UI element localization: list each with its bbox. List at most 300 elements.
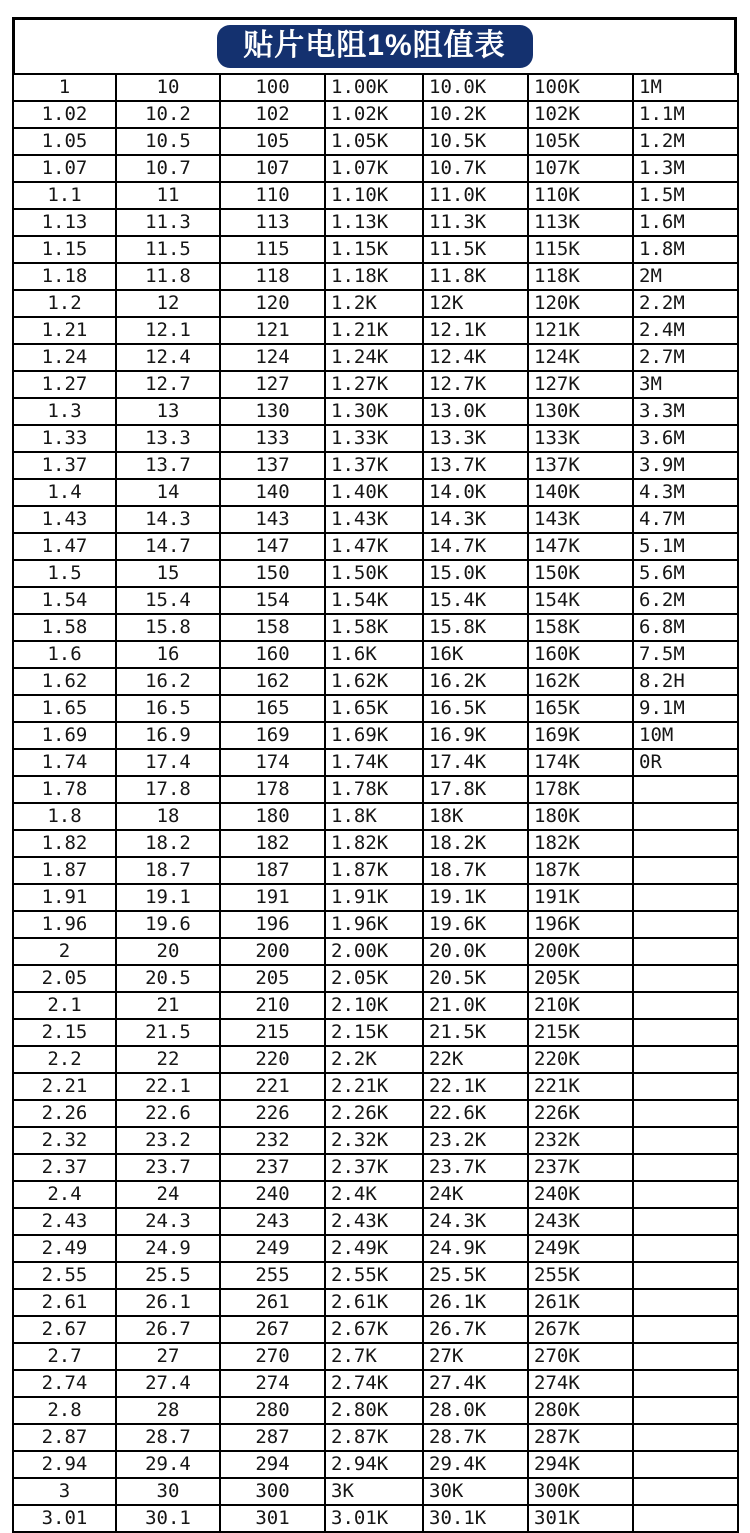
value-cell: 137K bbox=[528, 452, 633, 479]
value-cell: 24K bbox=[423, 1181, 528, 1208]
value-cell: 120 bbox=[220, 290, 325, 317]
value-cell: 2.7 bbox=[13, 1343, 116, 1370]
title-banner bbox=[217, 25, 533, 68]
value-cell: 16.5K bbox=[423, 695, 528, 722]
value-cell: 10.0K bbox=[423, 74, 528, 101]
value-cell: 5.6M bbox=[633, 560, 738, 587]
value-cell: 2.4M bbox=[633, 317, 738, 344]
value-cell: 180K bbox=[528, 803, 633, 830]
value-cell: 3.01K bbox=[325, 1505, 423, 1532]
value-cell: 29.4 bbox=[116, 1451, 220, 1478]
value-cell: 191 bbox=[220, 884, 325, 911]
value-cell: 147K bbox=[528, 533, 633, 560]
value-cell: 2.26K bbox=[325, 1100, 423, 1127]
value-cell: 22.1 bbox=[116, 1073, 220, 1100]
value-cell: 3.01 bbox=[13, 1505, 116, 1532]
table-row bbox=[13, 1208, 738, 1235]
value-cell: 187K bbox=[528, 857, 633, 884]
value-cell: 14.0K bbox=[423, 479, 528, 506]
value-cell: 18.7K bbox=[423, 857, 528, 884]
value-cell: 17.4K bbox=[423, 749, 528, 776]
value-cell: 12.7K bbox=[423, 371, 528, 398]
value-cell: 1.1 bbox=[13, 182, 116, 209]
table-row bbox=[13, 1127, 738, 1154]
value-cell: 2.1 bbox=[13, 992, 116, 1019]
value-cell: 220 bbox=[220, 1046, 325, 1073]
value-cell: 1.47 bbox=[13, 533, 116, 560]
value-cell bbox=[633, 1019, 738, 1046]
value-cell: 1.54 bbox=[13, 587, 116, 614]
value-cell: 237K bbox=[528, 1154, 633, 1181]
value-cell: 28.7 bbox=[116, 1424, 220, 1451]
value-cell: 121K bbox=[528, 317, 633, 344]
value-cell: 232 bbox=[220, 1127, 325, 1154]
value-cell: 30.1K bbox=[423, 1505, 528, 1532]
table-row bbox=[13, 1235, 738, 1262]
value-cell: 182K bbox=[528, 830, 633, 857]
value-cell: 1.33K bbox=[325, 425, 423, 452]
value-cell: 16 bbox=[116, 641, 220, 668]
value-cell: 10.2 bbox=[116, 101, 220, 128]
value-cell: 16.5 bbox=[116, 695, 220, 722]
value-cell: 133K bbox=[528, 425, 633, 452]
value-cell: 2.49K bbox=[325, 1235, 423, 1262]
table-row bbox=[13, 911, 738, 938]
value-cell: 3M bbox=[633, 371, 738, 398]
value-cell: 240K bbox=[528, 1181, 633, 1208]
value-cell: 267K bbox=[528, 1316, 633, 1343]
value-cell bbox=[633, 1127, 738, 1154]
value-cell: 1.30K bbox=[325, 398, 423, 425]
value-cell: 2.49 bbox=[13, 1235, 116, 1262]
value-cell: 274K bbox=[528, 1370, 633, 1397]
value-cell: 105 bbox=[220, 128, 325, 155]
value-cell: 1.69K bbox=[325, 722, 423, 749]
value-cell bbox=[633, 1478, 738, 1505]
value-cell: 130K bbox=[528, 398, 633, 425]
value-cell bbox=[633, 1397, 738, 1424]
value-cell: 1.1M bbox=[633, 101, 738, 128]
value-cell: 1.43 bbox=[13, 506, 116, 533]
table-row bbox=[13, 1316, 738, 1343]
value-cell: 1.07K bbox=[325, 155, 423, 182]
value-cell: 205K bbox=[528, 965, 633, 992]
value-cell: 13.3 bbox=[116, 425, 220, 452]
value-cell: 16.9K bbox=[423, 722, 528, 749]
value-cell: 20.5K bbox=[423, 965, 528, 992]
table-row bbox=[13, 1289, 738, 1316]
value-cell: 221K bbox=[528, 1073, 633, 1100]
value-cell: 2.4K bbox=[325, 1181, 423, 1208]
value-cell: 1.8 bbox=[13, 803, 116, 830]
value-cell: 12.4 bbox=[116, 344, 220, 371]
table-row bbox=[13, 587, 738, 614]
value-cell: 23.2 bbox=[116, 1127, 220, 1154]
value-cell: 205 bbox=[220, 965, 325, 992]
value-cell: 1.13K bbox=[325, 209, 423, 236]
table-row bbox=[13, 749, 738, 776]
value-cell: 16.2K bbox=[423, 668, 528, 695]
value-cell: 215K bbox=[528, 1019, 633, 1046]
value-cell: 158 bbox=[220, 614, 325, 641]
value-cell: 1.87K bbox=[325, 857, 423, 884]
value-cell: 1.05 bbox=[13, 128, 116, 155]
value-cell: 2.15 bbox=[13, 1019, 116, 1046]
table-row bbox=[13, 506, 738, 533]
table-row bbox=[13, 344, 738, 371]
value-cell: 178K bbox=[528, 776, 633, 803]
value-cell: 2.00K bbox=[325, 938, 423, 965]
value-cell: 124 bbox=[220, 344, 325, 371]
table-row bbox=[13, 884, 738, 911]
table-row bbox=[13, 101, 738, 128]
table-row bbox=[13, 965, 738, 992]
value-cell: 1.82K bbox=[325, 830, 423, 857]
value-cell: 27K bbox=[423, 1343, 528, 1370]
value-cell: 133 bbox=[220, 425, 325, 452]
value-cell bbox=[633, 992, 738, 1019]
value-cell: 25.5 bbox=[116, 1262, 220, 1289]
value-cell: 10M bbox=[633, 722, 738, 749]
value-cell: 15.4K bbox=[423, 587, 528, 614]
value-cell: 300 bbox=[220, 1478, 325, 1505]
value-cell: 2.80K bbox=[325, 1397, 423, 1424]
value-cell: 1.6 bbox=[13, 641, 116, 668]
value-cell: 19.6K bbox=[423, 911, 528, 938]
value-cell: 102K bbox=[528, 101, 633, 128]
table-row bbox=[13, 398, 738, 425]
value-cell: 165 bbox=[220, 695, 325, 722]
table-row bbox=[13, 128, 738, 155]
value-cell: 2.37K bbox=[325, 1154, 423, 1181]
value-cell: 15.4 bbox=[116, 587, 220, 614]
value-cell bbox=[633, 1073, 738, 1100]
value-cell: 2.87K bbox=[325, 1424, 423, 1451]
value-cell: 21.0K bbox=[423, 992, 528, 1019]
table-row bbox=[13, 1100, 738, 1127]
value-cell: 2.43 bbox=[13, 1208, 116, 1235]
value-cell: 196K bbox=[528, 911, 633, 938]
value-cell: 110 bbox=[220, 182, 325, 209]
table-row bbox=[13, 560, 738, 587]
value-cell: 2.2 bbox=[13, 1046, 116, 1073]
value-cell: 1.2M bbox=[633, 128, 738, 155]
value-cell: 17.4 bbox=[116, 749, 220, 776]
value-cell: 1.58 bbox=[13, 614, 116, 641]
value-cell: 2.8 bbox=[13, 1397, 116, 1424]
value-cell: 255 bbox=[220, 1262, 325, 1289]
header-band bbox=[12, 17, 737, 73]
value-cell: 160K bbox=[528, 641, 633, 668]
table-row bbox=[13, 1505, 738, 1532]
value-cell: 2.32K bbox=[325, 1127, 423, 1154]
value-cell bbox=[633, 1235, 738, 1262]
table-row bbox=[13, 992, 738, 1019]
value-cell: 140K bbox=[528, 479, 633, 506]
value-cell: 2.94 bbox=[13, 1451, 116, 1478]
table-row bbox=[13, 1397, 738, 1424]
value-cell bbox=[633, 1262, 738, 1289]
table-row bbox=[13, 209, 738, 236]
value-cell: 2.7M bbox=[633, 344, 738, 371]
table-row bbox=[13, 74, 738, 101]
value-cell: 28.0K bbox=[423, 1397, 528, 1424]
value-cell bbox=[633, 884, 738, 911]
value-cell: 140 bbox=[220, 479, 325, 506]
value-cell: 1.37 bbox=[13, 452, 116, 479]
value-cell: 178 bbox=[220, 776, 325, 803]
table-row bbox=[13, 1019, 738, 1046]
value-cell: 249 bbox=[220, 1235, 325, 1262]
value-cell: 10.2K bbox=[423, 101, 528, 128]
table-row bbox=[13, 830, 738, 857]
table-row bbox=[13, 668, 738, 695]
value-cell: 1.65K bbox=[325, 695, 423, 722]
value-cell: 2.94K bbox=[325, 1451, 423, 1478]
value-cell bbox=[633, 1208, 738, 1235]
value-cell: 14.7 bbox=[116, 533, 220, 560]
value-cell: 25.5K bbox=[423, 1262, 528, 1289]
value-cell: 243 bbox=[220, 1208, 325, 1235]
value-cell: 1.47K bbox=[325, 533, 423, 560]
value-cell: 14.3 bbox=[116, 506, 220, 533]
value-cell bbox=[633, 1289, 738, 1316]
value-cell: 12.1K bbox=[423, 317, 528, 344]
table-row bbox=[13, 479, 738, 506]
value-cell: 107K bbox=[528, 155, 633, 182]
value-cell: 267 bbox=[220, 1316, 325, 1343]
value-cell: 1.5 bbox=[13, 560, 116, 587]
value-cell: 0R bbox=[633, 749, 738, 776]
value-cell: 174K bbox=[528, 749, 633, 776]
value-cell: 232K bbox=[528, 1127, 633, 1154]
value-cell: 287 bbox=[220, 1424, 325, 1451]
value-cell: 22K bbox=[423, 1046, 528, 1073]
value-cell: 150K bbox=[528, 560, 633, 587]
value-cell: 2.55K bbox=[325, 1262, 423, 1289]
value-cell: 2 bbox=[13, 938, 116, 965]
value-cell: 4.3M bbox=[633, 479, 738, 506]
value-cell: 2.21K bbox=[325, 1073, 423, 1100]
value-cell: 154 bbox=[220, 587, 325, 614]
value-cell: 2.21 bbox=[13, 1073, 116, 1100]
value-cell: 191K bbox=[528, 884, 633, 911]
value-cell: 115K bbox=[528, 236, 633, 263]
value-cell: 21 bbox=[116, 992, 220, 1019]
value-cell: 9.1M bbox=[633, 695, 738, 722]
value-cell: 130 bbox=[220, 398, 325, 425]
value-cell: 143 bbox=[220, 506, 325, 533]
value-cell: 261K bbox=[528, 1289, 633, 1316]
value-cell: 10.7 bbox=[116, 155, 220, 182]
value-cell: 120K bbox=[528, 290, 633, 317]
value-cell: 210 bbox=[220, 992, 325, 1019]
value-cell: 100K bbox=[528, 74, 633, 101]
value-cell: 287K bbox=[528, 1424, 633, 1451]
value-cell: 1.15 bbox=[13, 236, 116, 263]
value-cell: 2.2K bbox=[325, 1046, 423, 1073]
value-cell: 1.8M bbox=[633, 236, 738, 263]
value-cell: 1.02K bbox=[325, 101, 423, 128]
value-cell bbox=[633, 1181, 738, 1208]
value-cell: 294K bbox=[528, 1451, 633, 1478]
value-cell: 19.1 bbox=[116, 884, 220, 911]
value-cell: 200 bbox=[220, 938, 325, 965]
value-cell: 113 bbox=[220, 209, 325, 236]
value-cell: 24 bbox=[116, 1181, 220, 1208]
value-cell: 169 bbox=[220, 722, 325, 749]
page-title: 贴片电阻1%阻值表 bbox=[243, 28, 506, 62]
value-cell: 1.5M bbox=[633, 182, 738, 209]
value-cell: 16K bbox=[423, 641, 528, 668]
value-cell: 301 bbox=[220, 1505, 325, 1532]
value-cell: 180 bbox=[220, 803, 325, 830]
value-cell: 210K bbox=[528, 992, 633, 1019]
value-cell: 13.0K bbox=[423, 398, 528, 425]
value-cell: 110K bbox=[528, 182, 633, 209]
value-cell: 16.9 bbox=[116, 722, 220, 749]
value-cell: 11.5 bbox=[116, 236, 220, 263]
value-cell: 1.54K bbox=[325, 587, 423, 614]
value-cell: 165K bbox=[528, 695, 633, 722]
value-cell: 11 bbox=[116, 182, 220, 209]
value-cell: 2.61 bbox=[13, 1289, 116, 1316]
table-row bbox=[13, 938, 738, 965]
value-cell: 2.4 bbox=[13, 1181, 116, 1208]
value-cell: 28.7K bbox=[423, 1424, 528, 1451]
value-cell: 249K bbox=[528, 1235, 633, 1262]
value-cell: 13 bbox=[116, 398, 220, 425]
value-cell: 1.69 bbox=[13, 722, 116, 749]
value-cell: 18.2K bbox=[423, 830, 528, 857]
table-row bbox=[13, 1262, 738, 1289]
value-cell: 27 bbox=[116, 1343, 220, 1370]
value-cell: 113K bbox=[528, 209, 633, 236]
value-cell: 1.50K bbox=[325, 560, 423, 587]
value-cell: 2.67K bbox=[325, 1316, 423, 1343]
value-cell: 30 bbox=[116, 1478, 220, 1505]
value-cell: 1.15K bbox=[325, 236, 423, 263]
value-cell: 1.91K bbox=[325, 884, 423, 911]
value-cell: 127 bbox=[220, 371, 325, 398]
value-cell: 17.8K bbox=[423, 776, 528, 803]
table-row bbox=[13, 533, 738, 560]
value-cell: 3 bbox=[13, 1478, 116, 1505]
value-cell: 1.3M bbox=[633, 155, 738, 182]
value-cell: 11.8 bbox=[116, 263, 220, 290]
value-cell: 20.5 bbox=[116, 965, 220, 992]
value-cell bbox=[633, 1343, 738, 1370]
table-row bbox=[13, 641, 738, 668]
value-cell bbox=[633, 911, 738, 938]
value-cell: 20 bbox=[116, 938, 220, 965]
value-cell: 21.5 bbox=[116, 1019, 220, 1046]
value-cell: 1.02 bbox=[13, 101, 116, 128]
value-cell: 196 bbox=[220, 911, 325, 938]
value-cell: 1.74K bbox=[325, 749, 423, 776]
table-row bbox=[13, 155, 738, 182]
value-cell: 7.5M bbox=[633, 641, 738, 668]
value-cell: 300K bbox=[528, 1478, 633, 1505]
value-cell: 301K bbox=[528, 1505, 633, 1532]
value-cell bbox=[633, 1505, 738, 1532]
table-row bbox=[13, 1046, 738, 1073]
value-cell: 1.18K bbox=[325, 263, 423, 290]
value-cell: 2.7K bbox=[325, 1343, 423, 1370]
value-cell: 28 bbox=[116, 1397, 220, 1424]
value-cell: 2.55 bbox=[13, 1262, 116, 1289]
value-cell: 6.2M bbox=[633, 587, 738, 614]
value-cell: 147 bbox=[220, 533, 325, 560]
value-cell: 29.4K bbox=[423, 1451, 528, 1478]
value-cell: 2.74K bbox=[325, 1370, 423, 1397]
value-cell: 11.3 bbox=[116, 209, 220, 236]
resistance-table bbox=[12, 73, 739, 1533]
table-row bbox=[13, 1451, 738, 1478]
value-cell: 215 bbox=[220, 1019, 325, 1046]
value-cell: 280K bbox=[528, 1397, 633, 1424]
value-cell: 15.0K bbox=[423, 560, 528, 587]
value-cell: 243K bbox=[528, 1208, 633, 1235]
value-cell: 11.3K bbox=[423, 209, 528, 236]
value-cell: 1.2K bbox=[325, 290, 423, 317]
value-cell: 1.13 bbox=[13, 209, 116, 236]
value-cell: 226 bbox=[220, 1100, 325, 1127]
value-cell bbox=[633, 776, 738, 803]
value-cell: 255K bbox=[528, 1262, 633, 1289]
value-cell: 270K bbox=[528, 1343, 633, 1370]
value-cell bbox=[633, 1424, 738, 1451]
table-row bbox=[13, 857, 738, 884]
value-cell bbox=[633, 803, 738, 830]
value-cell: 118 bbox=[220, 263, 325, 290]
value-cell: 1.65 bbox=[13, 695, 116, 722]
value-cell: 121 bbox=[220, 317, 325, 344]
value-cell: 23.7 bbox=[116, 1154, 220, 1181]
value-cell: 1.27K bbox=[325, 371, 423, 398]
value-cell: 12.7 bbox=[116, 371, 220, 398]
value-cell: 1.96 bbox=[13, 911, 116, 938]
value-cell: 12K bbox=[423, 290, 528, 317]
value-cell: 1.2 bbox=[13, 290, 116, 317]
value-cell: 10 bbox=[116, 74, 220, 101]
value-cell: 1.78K bbox=[325, 776, 423, 803]
value-cell: 3K bbox=[325, 1478, 423, 1505]
value-cell: 2.32 bbox=[13, 1127, 116, 1154]
value-cell: 220K bbox=[528, 1046, 633, 1073]
value-cell bbox=[633, 1154, 738, 1181]
table-row bbox=[13, 317, 738, 344]
value-cell: 14.3K bbox=[423, 506, 528, 533]
value-cell: 18.7 bbox=[116, 857, 220, 884]
value-cell: 8.2H bbox=[633, 668, 738, 695]
value-cell: 158K bbox=[528, 614, 633, 641]
table-row bbox=[13, 425, 738, 452]
value-cell: 19.1K bbox=[423, 884, 528, 911]
value-cell: 174 bbox=[220, 749, 325, 776]
value-cell: 26.7 bbox=[116, 1316, 220, 1343]
value-cell: 182 bbox=[220, 830, 325, 857]
value-cell: 24.3K bbox=[423, 1208, 528, 1235]
value-cell: 1.6M bbox=[633, 209, 738, 236]
value-cell: 2.43K bbox=[325, 1208, 423, 1235]
value-cell: 2.87 bbox=[13, 1424, 116, 1451]
value-cell: 162K bbox=[528, 668, 633, 695]
value-cell: 2M bbox=[633, 263, 738, 290]
value-cell: 1.96K bbox=[325, 911, 423, 938]
value-cell: 1.21K bbox=[325, 317, 423, 344]
value-cell: 23.7K bbox=[423, 1154, 528, 1181]
